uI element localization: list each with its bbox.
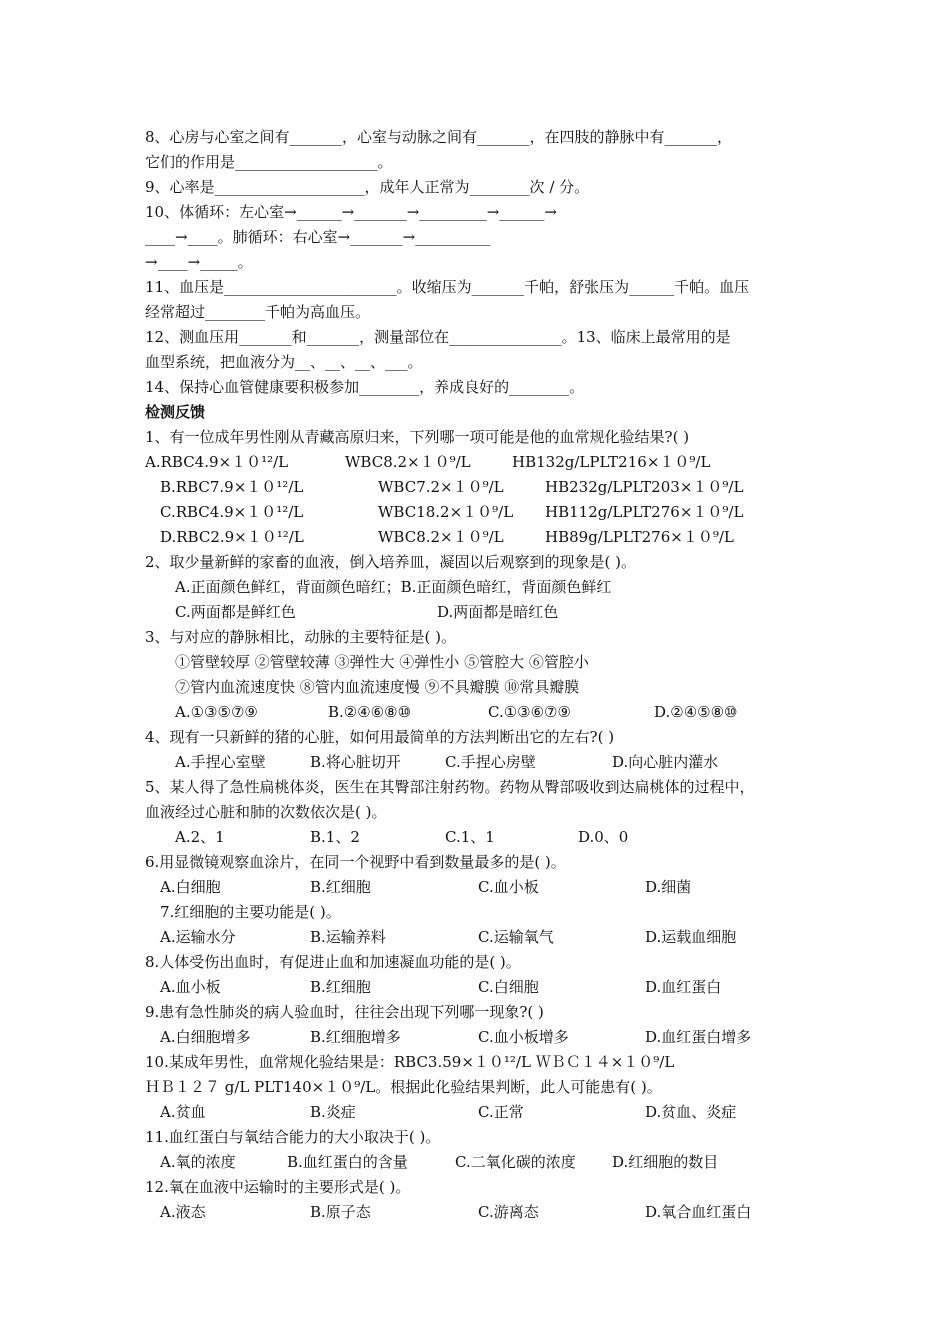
review-q10-line3: →____→_____。 [145,253,253,271]
q3-option-b: B.②④⑥⑧⑩ [328,703,412,721]
q8-option-b: B.红细胞 [310,978,371,996]
q1-option-b-hb: HB232g/LPLT203×１０⁹/L [545,478,744,496]
q1-option-a-hb: HB132g/LPLT216×１０⁹/L [512,453,711,471]
review-q14: 14、保持心血管健康要积极参加________，养成良好的________。 [145,378,585,396]
q12-stem: 12.氧在血液中运输时的主要形式是( )。 [145,1178,411,1196]
q1-option-c-wbc: WBC18.2×１０⁹/L [378,503,514,521]
q1-option-d-hb: HB89g/LPLT276×１０⁹/L [545,528,734,546]
q7-option-c: C.运输氧气 [478,928,554,946]
q3-option-d: D.②④⑤⑧⑩ [654,703,738,721]
q11-stem: 11.血红蛋白与氧结合能力的大小取决于( )。 [145,1128,441,1146]
q5-stem-line1: 5、某人得了急性扁桃体炎，医生在其臀部注射药物。药物从臀部吸收到达扁桃体的过程中， [145,778,755,796]
q2-option-ab: A.正面颜色鲜红，背面颜色暗红；B.正面颜色暗红，背面颜色鲜红 [175,578,612,596]
q5-option-b: B.1、2 [310,828,360,846]
q11-option-a: A.氧的浓度 [160,1153,236,1171]
q4-option-c: C.手捏心房壁 [445,753,536,771]
q1-stem: 1、有一位成年男性刚从青藏高原归来，下列哪一项可能是他的血常规化验结果?( ) [145,428,690,446]
q8-option-a: A.血小板 [160,978,221,996]
q6-option-c: C.血小板 [478,878,539,896]
section-title: 检测反馈 [145,403,206,421]
q8-option-d: D.血红蛋白 [645,978,722,996]
q1-option-b-wbc: WBC7.2×１０⁹/L [378,478,504,496]
q8-stem: 8.人体受伤出血时，有促进止血和加速凝血功能的是( )。 [145,953,521,971]
review-q12-line2: 血型系统，把血液分为__、__、__、___。 [145,353,423,371]
q12-option-c: C.游离态 [478,1203,539,1221]
q4-option-d: D.向心脏内灌水 [612,753,719,771]
q9-option-c: C.血小板增多 [478,1028,569,1046]
review-q10-line1: 10、体循环：左心室→______→_______→_________→______→ [145,203,557,221]
q12-option-d: D.氧合血红蛋白 [645,1203,752,1221]
q4-option-b: B.将心脏切开 [310,753,401,771]
review-q10-line2: ____→____。肺循环：右心室→_______→__________ [145,228,491,246]
q1-option-d-rbc: D.RBC2.9×１０¹²/L [160,528,304,546]
review-q12-line1: 12、测血压用_______和_______，测量部位在_______________。13、临床上最常用的是 [145,328,731,346]
q1-option-c-hb: HB112g/LPLT276×１０⁹/L [545,503,744,521]
q5-option-d: D.0、0 [578,828,629,846]
q5-option-c: C.1、1 [445,828,495,846]
q7-option-b: B.运输养料 [310,928,386,946]
q3-option-a: A.①③⑤⑦⑨ [175,703,258,721]
q3-stem: 3、与对应的静脉相比，动脉的主要特征是( )。 [145,628,457,646]
review-q9: 9、心率是____________________，成年人正常为________次 / 分。 [145,178,590,196]
q1-option-a-rbc: A.RBC4.9×１０¹²/L [145,453,289,471]
q6-option-b: B.红细胞 [310,878,371,896]
q1-option-a-wbc: WBC8.2×１０⁹/L [345,453,471,471]
q10-option-b: B.炎症 [310,1103,356,1121]
q9-stem: 9.患有急性肺炎的病人验血时，往往会出现下列哪一现象?( ) [145,1003,544,1021]
q11-option-b: B.血红蛋白的含量 [287,1153,408,1171]
q3-option-c: C.①③⑥⑦⑨ [488,703,571,721]
q7-option-d: D.运载血细胞 [645,928,737,946]
q3-items-row2: ⑦管内血流速度快 ⑧管内血流速度慢 ⑨不具瓣膜 ⑩常具瓣膜 [175,678,580,696]
q2-option-c: C.两面都是鲜红色 [175,603,296,621]
q4-option-a: A.手捏心室壁 [175,753,266,771]
q9-option-b: B.红细胞增多 [310,1028,401,1046]
q12-option-b: B.原子态 [310,1203,371,1221]
q10-stem-line1: 10.某成年男性，血常规化验结果是：RBC3.59×１０¹²/L ＷＢＣ１４×１０⁹/L [145,1053,675,1071]
q10-option-a: A.贫血 [160,1103,206,1121]
q3-items-row1: ①管壁较厚 ②管壁较薄 ③弹性大 ④弹性小 ⑤管腔大 ⑥管腔小 [175,653,589,671]
review-q8-line2: 它们的作用是___________________。 [145,153,393,171]
q9-option-a: A.白细胞增多 [160,1028,251,1046]
q6-option-d: D.细菌 [645,878,692,896]
q5-option-a: A.2、1 [175,828,225,846]
q8-option-c: C.白细胞 [478,978,539,996]
review-q11-line2: 经常超过________千帕为高血压。 [145,303,371,321]
q10-option-d: D.贫血、炎症 [645,1103,737,1121]
q6-option-a: A.白细胞 [160,878,221,896]
q2-option-d: D.两面都是暗红色 [437,603,559,621]
q11-option-d: D.红细胞的数目 [612,1153,719,1171]
q5-stem-line2: 血液经过心脏和肺的次数依次是( )。 [145,803,387,821]
q1-option-b-rbc: B.RBC7.9×１０¹²/L [160,478,304,496]
q9-option-d: D.血红蛋白增多 [645,1028,752,1046]
q6-stem: 6.用显微镜观察血涂片，在同一个视野中看到数量最多的是( )。 [145,853,566,871]
q4-stem: 4、现有一只新鲜的猪的心脏，如何用最简单的方法判断出它的左右?( ) [145,728,615,746]
q1-option-c-rbc: C.RBC4.9×１０¹²/L [160,503,304,521]
q10-option-c: C.正常 [478,1103,524,1121]
q12-option-a: A.液态 [160,1203,206,1221]
q11-option-c: C.二氧化碳的浓度 [455,1153,576,1171]
q2-stem: 2、取少量新鲜的家畜的血液，倒入培养皿，凝固以后观察到的现象是( )。 [145,553,637,571]
q1-option-d-wbc: WBC8.2×１０⁹/L [378,528,504,546]
q7-option-a: A.运输水分 [160,928,236,946]
q7-stem: 7.红细胞的主要功能是( )。 [160,903,341,921]
review-q8-line1: 8、心房与心室之间有_______，心室与动脉之间有_______，在四肢的静脉中有_______， [145,128,733,146]
review-q11-line1: 11、血压是_______________________。收缩压为_______千帕，舒张压为______千帕。血压 [145,278,750,296]
q10-stem-line2: ＨＢ１２７ g/L PLT140×１０⁹/L。根据此化验结果判断，此人可能患有( )。 [145,1078,662,1096]
